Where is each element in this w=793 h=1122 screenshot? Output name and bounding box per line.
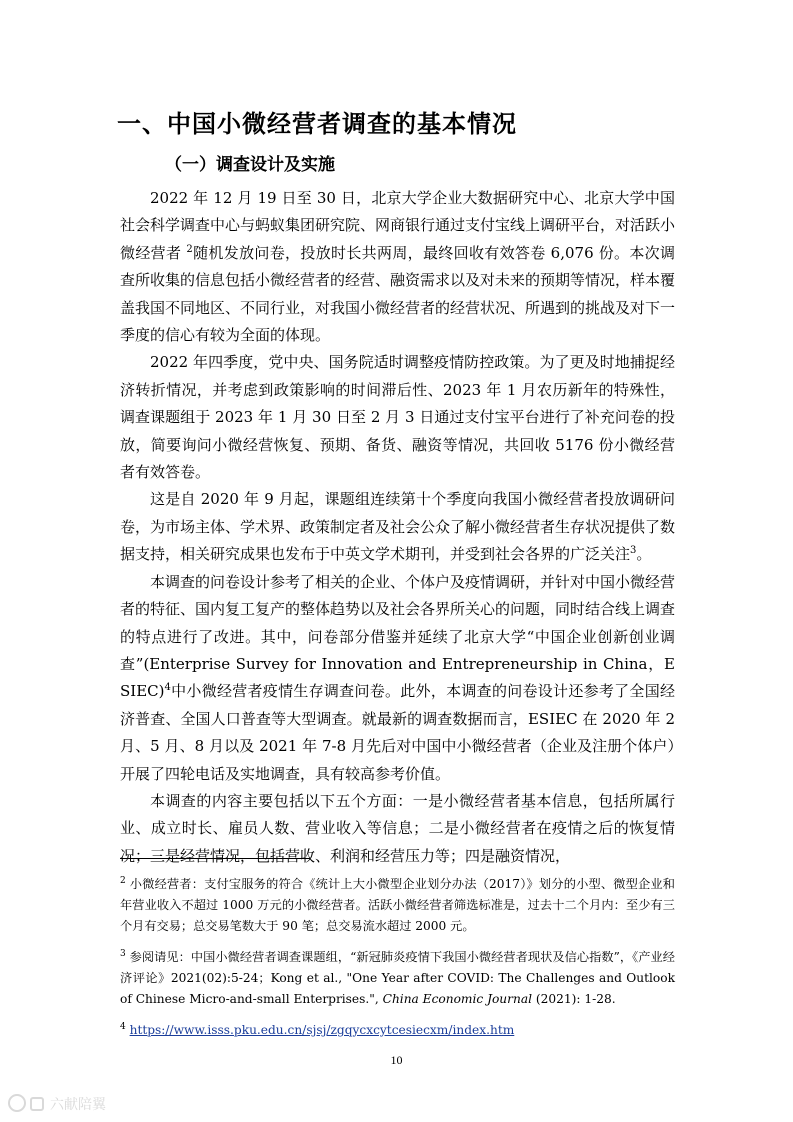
- paragraph-5: 本调查的内容主要包括以下五个方面：一是小微经营者基本信息，包括所属行业、成立时长、雇员人数、营业收入等信息；二是小微经营者在疫情之后的恢复情况；三是经营情况，包括营收、利润和经营压力等；四是融资情况，: [120, 791, 675, 865]
- footnote-4: $^4$ https://www.isss.pku.edu.cn/sjsj/zgqycxcytcesiecxm/index.htm: [120, 1021, 515, 1037]
- watermark-mark-icon: [30, 1097, 44, 1111]
- footnote-3: $^3$ 参阅请见：中国小微经营者调查课题组，“新冠肺炎疫情下我国小微经营者现状及信心指数”，《产业经济评论》2021(02):5-24；Kong et al., "One Year after COVID: The Challenges and Outlook of Chinese Micro-and-small Enterprises.", China Economic Journal (2021): 1-28.: [120, 948, 675, 1006]
- watermark: 六献陪翼: [8, 1094, 106, 1114]
- section-heading: 一、中国小微经营者调查的基本情况: [117, 110, 517, 138]
- paragraph-3: 这是自 2020 年 9 月起，课题组连续第十个季度向我国小微经营者投放调研问卷，为市场主体、学术界、政策制定者及社会公众了解小微经营者生存状况提供了数据支持，相关研究成果也发布于中英文学术期刊，并受到社会各界的广泛关注$^3$。: [120, 490, 676, 564]
- footnote-ref-3[interactable]: 3: [630, 545, 637, 557]
- paragraph-1: 2022 年 12 月 19 日至 30 日，北京大学企业大数据研究中心、北京大学中国社会科学调查中心与蚂蚁集团研究院、网商银行通过支付宝线上调研平台，对活跃小微经营者 $^2$随机发放问卷，投放时长共两周，最终回收有效答卷 6,076 份。本次调查所收集的信息包括小微经营者的经营、融资需求以及对未来的预期等情况，样本覆盖我国不同地区、不同行业，对我国小微经营者的经营状况、所遇到的挑战及对下一季度的信心有较为全面的体现。: [120, 189, 676, 345]
- footnotes: [120, 874, 675, 1051]
- footnote-ref-2[interactable]: 2: [186, 243, 193, 255]
- subsection-heading: （一）调查设计及实施: [165, 155, 335, 175]
- footnote-2: $^2$ 小微经营者：支付宝服务的符合《统计上大小微型企业划分办法（2017）》划分的小型、微型企业和年营业收入不超过 1000 万元的小微经营者。活跃小微经营者筛选标准是，过去十二个月内：至少有三个月有交易；总交易笔数大于 90 笔；总交易流水超过 2000 元。: [120, 875, 675, 933]
- footnote-divider: [120, 858, 310, 859]
- page-number: 10: [390, 1053, 403, 1067]
- body-text: [120, 185, 675, 870]
- paragraph-2: 2022 年四季度，党中央、国务院适时调整疫情防控政策。为了更及时地捕捉经济转折情况，并考虑到政策影响的时间滞后性、2023 年 1 月农历新年的特殊性，调查课题组于 2023 年 1 月 30 日至 2 月 3 日通过支付宝平台进行了补充问卷的投放，简要询问小微经营恢复、预期、备货、融资等情况，共回收 5176 份小微经营者有效答卷。: [120, 353, 675, 482]
- paragraph-4: 本调查的问卷设计参考了相关的企业、个体户及疫情调研，并针对中国小微经营者的特征、国内复工复产的整体趋势以及社会各界所关心的问题，同时结合线上调查的特点进行了改进。其中，问卷部分借鉴并延续了北京大学“中国企业创新创业调查”(Enterprise Survey for Innovation and Entrepreneurship in China，ESIEC)$^4$中小微经营者疫情生存调查问卷。此外，本调查的问卷设计还参考了全国经济普查、全国人口普查等大型调查。就最新的调查数据而言，ESIEC 在 2020 年 2 月、5 月、8 月以及 2021 年 7-8 月先后对中国中小微经营者（企业及注册个体户）开展了四轮电话及实地调查，具有较高参考价值。: [120, 572, 676, 783]
- footnote-link[interactable]: https://www.isss.pku.edu.cn/sjsj/zgqycxcytcesiecxm/index.htm: [129, 1023, 515, 1037]
- watermark-logo-icon: [8, 1094, 26, 1112]
- footnote-ref-4[interactable]: 4: [164, 682, 171, 694]
